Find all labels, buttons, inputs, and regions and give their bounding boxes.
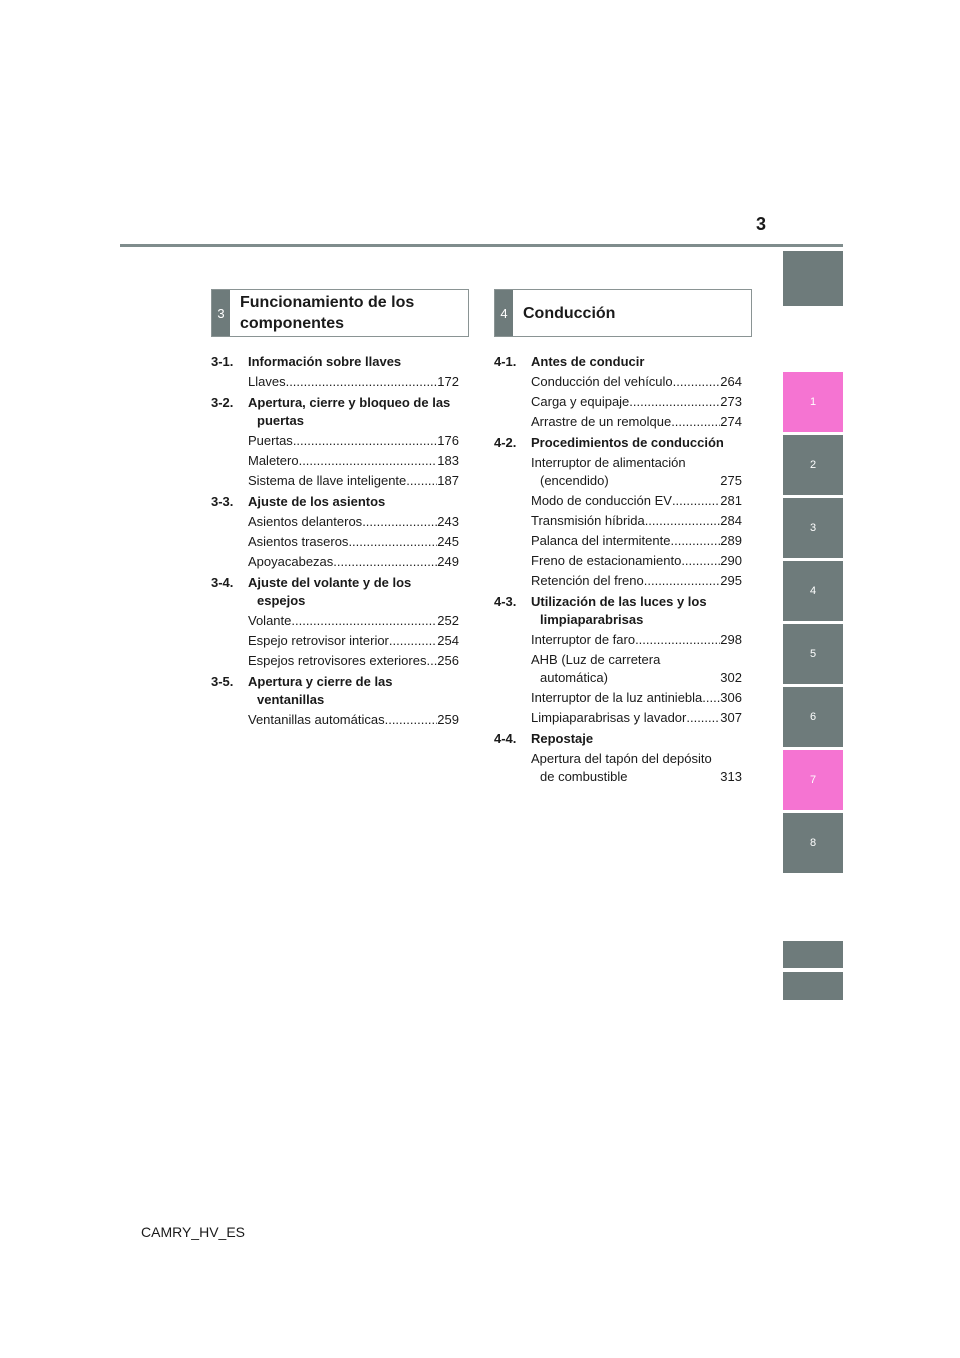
toc-group-heading[interactable] — [211, 673, 459, 709]
toc-group-title: Ajuste de los asientos — [248, 494, 386, 509]
toc-entry-title: Carga y equipaje — [531, 394, 630, 409]
toc-group-heading[interactable] — [494, 353, 742, 371]
toc-entry-title: Interruptor de alimentación (encendido) — [531, 455, 686, 488]
chapter-tab-blank[interactable] — [783, 941, 843, 968]
toc-entry-page: 295 — [720, 573, 742, 588]
toc-entry-title: Apertura del tapón del depósito de combustible — [531, 751, 712, 784]
dot-leader — [670, 532, 720, 550]
section-title: Conducción — [523, 304, 616, 322]
toc-entry-page: 298 — [720, 632, 742, 647]
toc-entry-page: 290 — [720, 553, 742, 568]
toc-entry[interactable] — [531, 532, 742, 550]
toc-group-heading[interactable] — [211, 493, 459, 511]
toc-group-title: Información sobre llaves — [248, 354, 402, 369]
toc-group-heading[interactable] — [494, 730, 742, 748]
toc-entry-page: 264 — [720, 374, 742, 389]
toc-entry[interactable] — [531, 413, 742, 431]
dot-leader — [671, 413, 720, 431]
toc-entry-title: Volante — [248, 613, 292, 628]
toc-entry-title: Espejo retrovisor interior — [248, 633, 389, 648]
toc-entry-title: Ventanillas automáticas — [248, 712, 385, 727]
dot-leader — [645, 512, 721, 530]
toc-entry[interactable] — [248, 373, 459, 391]
chapter-tab-label: 4 — [809, 585, 817, 597]
toc-entry[interactable] — [531, 552, 742, 570]
dot-leader — [385, 711, 438, 729]
chapter-tab-blank[interactable] — [783, 972, 843, 1000]
toc-column-3 — [211, 353, 459, 732]
toc-entry-page: 284 — [720, 513, 742, 528]
toc-entry-title: Arrastre de un remolque — [531, 414, 672, 429]
section-number: 3 — [212, 290, 230, 336]
toc-group — [211, 394, 459, 490]
toc-entry-page: 313 — [720, 769, 742, 784]
toc-entry-title: Conducción del vehículo — [531, 374, 673, 389]
toc-entry-title: Interruptor de faro — [531, 632, 636, 647]
toc-group-heading[interactable] — [211, 394, 459, 430]
chapter-tab-label: 3 — [809, 522, 817, 534]
toc-group — [494, 434, 742, 590]
toc-group — [494, 593, 742, 727]
toc-entry[interactable] — [248, 432, 459, 450]
chapter-tab-1[interactable] — [783, 372, 843, 432]
toc-column-4 — [494, 353, 742, 789]
toc-group-heading[interactable] — [211, 353, 459, 371]
toc-entry-title: Freno de estacionamiento — [531, 553, 682, 568]
toc-entry-page: 273 — [720, 394, 742, 409]
toc-entry[interactable] — [248, 652, 459, 670]
toc-entry-title: Sistema de llave inteligente — [248, 473, 407, 488]
toc-entry-title: Puertas — [248, 433, 293, 448]
toc-entry[interactable] — [248, 632, 459, 650]
dot-leader — [635, 631, 720, 649]
chapter-tab-blank[interactable] — [783, 251, 843, 306]
toc-group-title: Antes de conducir — [531, 354, 645, 369]
chapter-tab-5[interactable] — [783, 624, 843, 684]
dot-leader — [673, 373, 721, 391]
section-header-4 — [494, 289, 752, 337]
chapter-tab-4[interactable] — [783, 561, 843, 621]
toc-entry-page: 307 — [720, 710, 742, 725]
toc-group-number: 3-1. — [211, 354, 234, 369]
toc-group-number: 3-3. — [211, 494, 234, 509]
toc-group-heading[interactable] — [211, 574, 459, 610]
toc-entry-page: 256 — [437, 653, 459, 668]
toc-entry-title: Asientos traseros — [248, 534, 349, 549]
toc-entry[interactable] — [248, 553, 459, 571]
toc-entry-page: 172 — [437, 374, 459, 389]
toc-group — [211, 493, 459, 571]
toc-group — [494, 353, 742, 431]
toc-group-title: Apertura, cierre y bloqueo de las puertas — [248, 395, 451, 428]
toc-group — [494, 730, 742, 786]
section-header-3 — [211, 289, 469, 337]
toc-entry-page: 183 — [437, 453, 459, 468]
toc-group-number: 4-2. — [494, 435, 517, 450]
toc-entry[interactable] — [531, 492, 742, 510]
toc-group-heading[interactable] — [494, 593, 742, 629]
chapter-tab-label: 2 — [809, 459, 817, 471]
toc-entry-title: Llaves — [248, 374, 286, 389]
toc-entry-title: Palanca del intermitente — [531, 533, 671, 548]
toc-entry-page: 289 — [720, 533, 742, 548]
dot-leader — [629, 393, 720, 411]
toc-group-number: 4-3. — [494, 594, 517, 609]
toc-entry-page: 302 — [720, 670, 742, 685]
toc-entry-page: 275 — [720, 473, 742, 488]
toc-entry[interactable] — [531, 373, 742, 391]
toc-entry-title: Apoyacabezas — [248, 554, 334, 569]
toc-entry-page: 254 — [437, 633, 459, 648]
dot-leader — [702, 689, 720, 707]
toc-entry-page: 274 — [720, 414, 742, 429]
toc-entry[interactable] — [248, 533, 459, 551]
toc-group-number: 3-5. — [211, 674, 234, 689]
toc-group-title: Apertura y cierre de las ventanillas — [248, 674, 393, 707]
toc-entry[interactable] — [531, 572, 742, 590]
toc-group-title: Procedimientos de conducción — [531, 435, 724, 450]
dot-leader — [293, 432, 437, 450]
toc-entry[interactable] — [531, 512, 742, 530]
toc-entry-page: 306 — [720, 690, 742, 705]
toc-group — [211, 673, 459, 729]
header-rule — [120, 244, 843, 247]
dot-leader — [291, 612, 437, 630]
toc-entry-page: 243 — [437, 514, 459, 529]
footer-model-code: CAMRY_HV_ES — [141, 1224, 246, 1240]
dot-leader — [681, 552, 720, 570]
toc-entry[interactable] — [531, 651, 742, 687]
toc-group-number: 4-1. — [494, 354, 517, 369]
dot-leader — [686, 709, 720, 727]
toc-group-number: 4-4. — [494, 731, 517, 746]
toc-entry[interactable] — [531, 393, 742, 411]
toc-entry[interactable] — [531, 631, 742, 649]
section-number: 4 — [495, 290, 513, 336]
dot-leader — [333, 553, 437, 571]
toc-entry[interactable] — [248, 513, 459, 531]
toc-entry-title: Espejos retrovisores exteriores — [248, 653, 427, 668]
toc-entry[interactable] — [248, 711, 459, 729]
page-number: 3 — [756, 214, 767, 234]
toc-group-heading[interactable] — [494, 434, 742, 452]
toc-entry[interactable] — [248, 612, 459, 630]
toc-entry[interactable] — [531, 750, 742, 786]
dot-leader — [299, 452, 438, 470]
toc-group — [211, 353, 459, 391]
toc-entry-page: 176 — [437, 433, 459, 448]
dot-leader — [426, 652, 437, 670]
toc-group-number: 3-2. — [211, 395, 234, 410]
chapter-tab-label: 1 — [809, 396, 817, 408]
dot-leader — [348, 533, 437, 551]
chapter-tab-label: 8 — [809, 837, 817, 849]
toc-entry-title: Maletero — [248, 453, 299, 468]
toc-group-title: Repostaje — [531, 731, 594, 746]
toc-entry-title: Asientos delanteros — [248, 514, 363, 529]
chapter-tab-6[interactable] — [783, 687, 843, 747]
toc-entry-page: 259 — [437, 712, 459, 727]
toc-entry[interactable] — [248, 452, 459, 470]
toc-entry-title: Limpiaparabrisas y lavador — [531, 710, 687, 725]
toc-entry[interactable] — [531, 454, 742, 490]
chapter-tab-3[interactable] — [783, 498, 843, 558]
dot-leader — [389, 632, 437, 650]
section-title: Funcionamiento de los componentes — [240, 294, 415, 332]
toc-group-title: Utilización de las luces y los limpiaparabrisas — [531, 594, 707, 627]
toc-entry-title: Retención del freno — [531, 573, 644, 588]
toc-entry-page: 281 — [720, 493, 742, 508]
chapter-tab-7[interactable] — [783, 750, 843, 810]
toc-entry[interactable] — [531, 689, 742, 707]
toc-entry-title: AHB (Luz de carretera automática) — [531, 652, 661, 685]
chapter-tab-2[interactable] — [783, 435, 843, 495]
dot-leader — [672, 492, 720, 510]
toc-entry-title: Interruptor de la luz antiniebla — [531, 690, 703, 705]
toc-entry-title: Transmisión híbrida — [531, 513, 645, 528]
toc-entry-title: Modo de conducción EV — [531, 493, 672, 508]
toc-entry-page: 187 — [437, 473, 459, 488]
toc-group-number: 3-4. — [211, 575, 234, 590]
dot-leader — [644, 572, 721, 590]
toc-entry-page: 252 — [437, 613, 459, 628]
dot-leader — [362, 513, 437, 531]
dot-leader — [286, 373, 438, 391]
toc-group — [211, 574, 459, 670]
toc-group-title: Ajuste del volante y de los espejos — [248, 575, 412, 608]
chapter-tab-label: 7 — [809, 774, 817, 786]
toc-entry-page: 245 — [437, 534, 459, 549]
dot-leader — [406, 472, 437, 490]
toc-entry[interactable] — [531, 709, 742, 727]
chapter-tab-label: 5 — [809, 648, 817, 660]
chapter-tab-8[interactable] — [783, 813, 843, 873]
toc-entry-page: 249 — [437, 554, 459, 569]
chapter-tab-label: 6 — [809, 711, 817, 723]
toc-entry[interactable] — [248, 472, 459, 490]
